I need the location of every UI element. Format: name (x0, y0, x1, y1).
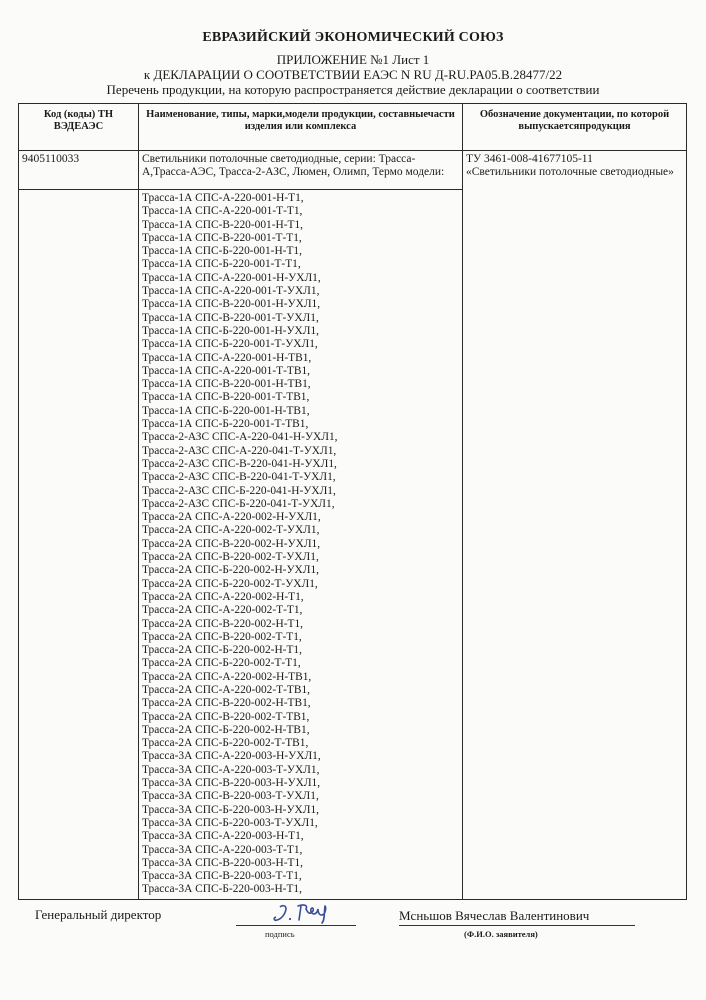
list-item: Трасса-1А СПС-Б-220-001-Т-УХЛ1, (142, 338, 318, 351)
list-item: Трасса-1А СПС-Б-220-001-Н-ТВ1, (142, 404, 310, 417)
list-item: Трасса-3А СПС-А-220-003-Т-Т1, (142, 843, 303, 856)
list-item: Трасса-1А СПС-А-220-001-Т-ТВ1, (142, 364, 310, 377)
list-item: Трасса-2А СПС-А-220-002-Н-ТВ1, (142, 670, 312, 683)
list-item: Трасса-2А СПС-В-220-002-Т-ТВ1, (142, 710, 310, 723)
appendix-title: ПРИЛОЖЕНИЕ №1 Лист 1 (276, 52, 430, 67)
list-item: Трасса-2-АЗС СПС-В-220-041-Т-УХЛ1, (142, 471, 336, 484)
list-item: Трасса-1А СПС-А-220-001-Т-Т1, (142, 205, 303, 218)
list-item: Трасса-3А СПС-В-220-003-Т-УХЛ1, (142, 790, 319, 803)
list-item: Трасса-2А СПС-Б-220-002-Т-Т1, (142, 657, 301, 670)
list-item: Трасса-2А СПС-А-220-002-Н-Т1, (142, 590, 304, 603)
list-item: Трасса-2А СПС-В-220-002-Н-УХЛ1, (142, 537, 321, 550)
documentation-cell (463, 151, 687, 900)
list-item: Трасса-2А СПС-Б-220-002-Т-УХЛ1, (142, 577, 318, 590)
list-item: Трасса-2А СПС-Б-220-002-Н-ТВ1, (142, 723, 310, 736)
documentation-title: «Светильники потолочные светодиодные» (466, 165, 674, 178)
list-item: Трасса-2-АЗС СПС-Б-220-041-Н-УХЛ1, (142, 484, 336, 497)
list-item: Трасса-1А СПС-Б-220-001-Т-Т1, (142, 258, 301, 271)
list-item: Трасса-2А СПС-А-220-002-Т-Т1, (142, 604, 303, 617)
hs-code-cell: 9405110033 (19, 151, 139, 190)
list-item: Трасса-2-АЗС СПС-А-220-041-Т-УХЛ1, (142, 444, 337, 457)
list-item: Трасса-3А СПС-А-220-003-Н-УХЛ1, (142, 750, 321, 763)
list-item: Трасса-1А СПС-А-220-001-Н-Т1, (142, 192, 304, 204)
column-header-code: Код (коды) ТН ВЭДЕАЭС (19, 104, 139, 151)
list-item: Трасса-2А СПС-Б-220-002-Н-Т1, (142, 644, 302, 657)
list-item: Трасса-3А СПС-Б-220-003-Т-УХЛ1, (142, 816, 318, 829)
documentation-number: ТУ 3461-008-41677105-11 (466, 153, 593, 165)
name-caption: (Ф.И.О. заявителя) (464, 929, 538, 939)
list-item: Трасса-1А СПС-В-220-001-Н-Т1, (142, 218, 304, 231)
list-item: Трасса-3А СПС-А-220-003-Т-УХЛ1, (142, 763, 320, 776)
column-header-name: Наименование, типы, марки,модели продукции, составныечасти изделия или комплекса (139, 104, 463, 151)
list-item: Трасса-1А СПС-А-220-001-Т-УХЛ1, (142, 285, 320, 298)
list-item: Трасса-3А СПС-В-220-003-Т-Т1, (142, 870, 302, 883)
signature-caption: подпись (265, 929, 295, 939)
list-item: Трасса-3А СПС-А-220-003-Н-Т1, (142, 830, 304, 843)
list-item: Трасса-1А СПС-Б-220-001-Н-УХЛ1, (142, 324, 320, 337)
list-item: Трасса-2-АЗС СПС-Б-220-041-Т-УХЛ1, (142, 497, 335, 510)
list-item: Трасса-3А СПС-Б-220-003-Н-УХЛ1, (142, 803, 320, 816)
table-header-row (19, 104, 687, 151)
list-item: Трасса-2-АЗС СПС-А-220-041-Н-УХЛ1, (142, 431, 338, 444)
empty-code-cell (19, 190, 139, 900)
list-item: Трасса-1А СПС-А-220-001-Н-ТВ1, (142, 351, 312, 364)
list-item: Трасса-3А СПС-В-220-003-Н-УХЛ1, (142, 777, 321, 790)
list-item: Трасса-2А СПС-А-220-002-Т-УХЛ1, (142, 524, 320, 537)
list-item: Трасса-2А СПС-Б-220-002-Т-ТВ1, (142, 737, 309, 750)
list-item: Трасса-2А СПС-Б-220-002-Н-УХЛ1, (142, 564, 320, 577)
table-row (19, 151, 687, 190)
list-item: Трасса-1А СПС-В-220-001-Т-УХЛ1, (142, 311, 319, 324)
list-item: Трасса-2А СПС-В-220-002-Т-Т1, (142, 630, 302, 643)
list-item: Трасса-1А СПС-В-220-001-Н-УХЛ1, (142, 298, 321, 311)
column-header-documentation: Обозначение документации, по которой выпускаетсяпродукция (463, 104, 687, 151)
list-item: Трасса-3А СПС-В-220-003-Н-Т1, (142, 856, 304, 869)
list-item: Трасса-1А СПС-В-220-001-Т-ТВ1, (142, 391, 310, 404)
list-item: Трасса-2А СПС-В-220-002-Т-УХЛ1, (142, 551, 319, 564)
list-item: Трасса-2А СПС-В-220-002-Н-Т1, (142, 617, 304, 630)
list-item: Трасса-3А СПС-Б-220-003-Н-Т1, (142, 883, 302, 896)
list-item: Трасса-1А СПС-В-220-001-Н-ТВ1, (142, 378, 311, 391)
handwritten-signature (268, 897, 350, 927)
list-item: Трасса-1А СПС-В-220-001-Т-Т1, (142, 231, 302, 244)
signer-name: Мсньшов Вячеслав Валентинович (399, 908, 590, 923)
list-subtitle: Перечень продукции, на которую распространяется действие декларации о соответствии (106, 82, 600, 97)
list-item: Трасса-2-АЗС СПС-В-220-041-Н-УХЛ1, (142, 457, 337, 470)
list-item: Трасса-2А СПС-А-220-002-Н-УХЛ1, (142, 511, 321, 524)
product-description-cell: Светильники потолочные светодиодные, серии: Трасса-А,Трасса-АЭС, Трасса-2-АЗС, Люмен, Олимп, Термо модели: (139, 151, 463, 190)
signer-position: Генеральный директор (35, 907, 162, 922)
model-list (142, 192, 459, 897)
list-item: Трасса-2А СПС-А-220-002-Т-ТВ1, (142, 683, 310, 696)
list-item: Трасса-1А СПС-Б-220-001-Т-ТВ1, (142, 418, 309, 431)
list-item: Трасса-1А СПС-А-220-001-Н-УХЛ1, (142, 271, 321, 284)
union-title: ЕВРАЗИЙСКИЙ ЭКОНОМИЧЕСКИЙ СОЮЗ (202, 30, 504, 45)
declaration-number: к ДЕКЛАРАЦИИ О СООТВЕТСТВИИ ЕАЭС N RU Д-RU.PA05.B.28477/22 (143, 67, 563, 82)
list-item: Трасса-1А СПС-Б-220-001-Н-Т1, (142, 245, 302, 258)
models-cell (139, 190, 463, 900)
products-table (18, 103, 687, 900)
name-line (399, 925, 635, 926)
list-item: Трасса-2А СПС-В-220-002-Н-ТВ1, (142, 697, 311, 710)
